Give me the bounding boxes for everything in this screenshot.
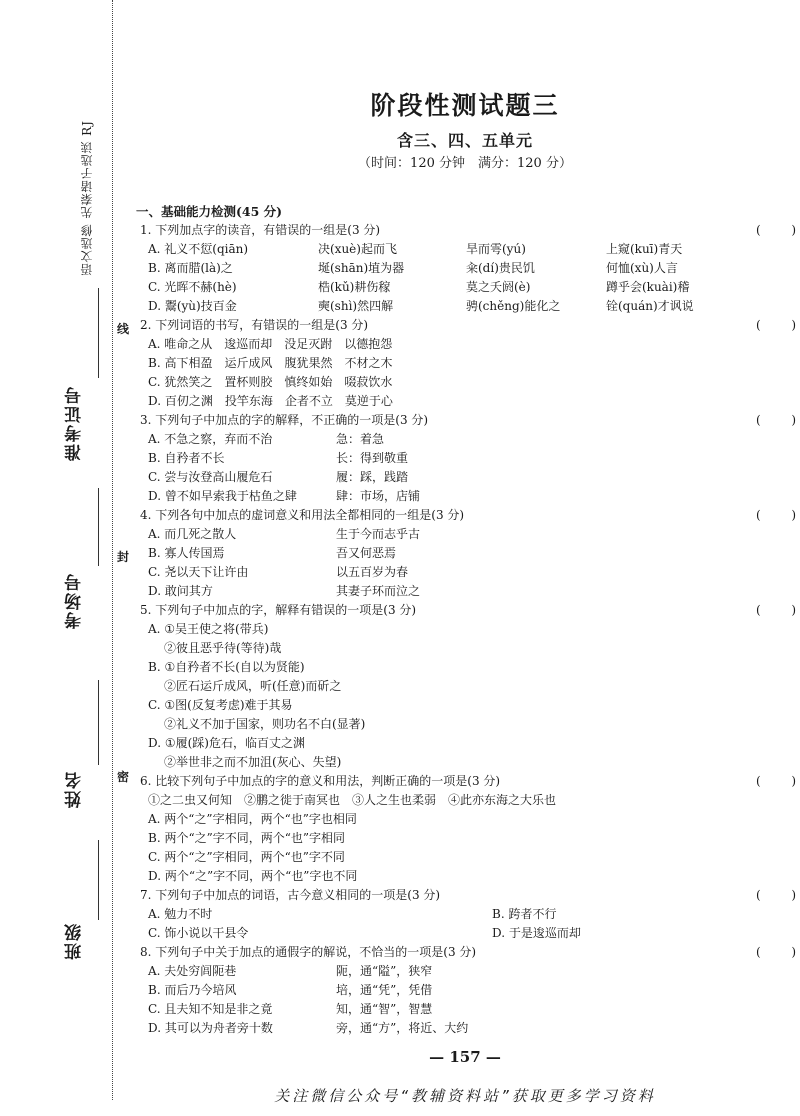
option-a-gloss: 急：着急 <box>336 432 385 446</box>
option-row <box>136 582 796 601</box>
option-a-1: A. ①吴王使之将(带兵) <box>148 622 269 636</box>
name-label: 姓名 <box>65 770 85 808</box>
answer-bracket[interactable]: ( ) <box>756 888 796 902</box>
option-row <box>136 962 796 981</box>
option-row <box>136 487 796 506</box>
question-3-stem: 3. 下列句子中加点的字的解释，不正确的一项是(3 分) <box>140 413 429 427</box>
option-c-1: C. 尧以天下让许由 <box>148 565 249 579</box>
question-stem <box>136 886 796 905</box>
option-d-gloss: 肆：市场，店铺 <box>336 489 421 503</box>
page-title: 阶段性测试题三 <box>370 91 560 120</box>
option-c-1: C. 光晖不赫(hè) <box>148 280 237 294</box>
question-6-sentences: ①之二虫又何知 ②鹏之徙于南冥也 ③人之生也柔弱 ④此亦东海之大乐也 <box>148 793 557 807</box>
option-a-gloss: 阨，通“隘”，狭窄 <box>336 964 433 978</box>
option-c-text: C. 尝与汝登高山履危石 <box>148 470 273 484</box>
option-c-2: 以五百岁为春 <box>336 565 409 579</box>
option-a-1: A. 而几死之散人 <box>148 527 237 541</box>
option-d-gloss: 旁，通“方”，将近、大约 <box>336 1021 469 1035</box>
option-b-gloss: 培，通“凭”，凭借 <box>336 983 433 997</box>
answer-bracket[interactable]: ( ) <box>756 318 796 332</box>
page-number: — 157 — <box>429 1048 501 1066</box>
question-4-stem: 4. 下列各句中加点的虚词意义和用法全都相同的一组是(3 分) <box>140 508 465 522</box>
option-a-3: 旱而雩(yú) <box>466 242 526 256</box>
question-stem <box>136 772 796 791</box>
option-a-4: 上窥(kuī)青天 <box>606 242 683 256</box>
answer-bracket[interactable]: ( ) <box>756 508 796 522</box>
option-c: C. 饰小说以干县令 <box>148 926 249 940</box>
option-c-gloss: 知，通“智”，智慧 <box>336 1002 433 1016</box>
question-stem <box>136 943 796 962</box>
option-b-3: 籴(dí)贵民饥 <box>466 261 535 275</box>
option-c-2: 梏(kǔ)耕伤稼 <box>318 280 391 294</box>
question-1-stem: 1. 下列加点字的读音，有错误的一组是(3 分) <box>140 223 381 237</box>
seal-marker-xian: 线 <box>117 318 129 339</box>
option-b-text: B. 而后乃今培风 <box>148 983 237 997</box>
series-label: 语文选修 先秦诸子选读 RJ <box>80 120 94 276</box>
option-d: D. 两个“之”字不同，两个“也”字也不同 <box>148 869 358 883</box>
option-row <box>136 468 796 487</box>
option-b-2: ②匠石运斤成风，听(任意)而斫之 <box>164 679 342 693</box>
option-d-2: 奭(shì)然四解 <box>318 299 394 313</box>
option-b: B. 跨者不行 <box>492 907 557 921</box>
option-d-2: 其妻子环而泣之 <box>336 584 421 598</box>
question-5-stem: 5. 下列句子中加点的字，解释有错误的一项是(3 分) <box>140 603 417 617</box>
option-d-text: D. 其可以为舟者旁十数 <box>148 1021 273 1035</box>
option-c-text: C. 且夫知不知是非之竟 <box>148 1002 273 1016</box>
admission-number-label: 准考证号 <box>65 385 85 461</box>
option-row <box>136 1000 796 1019</box>
option-b-4: 何恤(xù)人言 <box>606 261 678 275</box>
option-c-2: ②礼义不加于国家，则功名不白(显著) <box>164 717 366 731</box>
seal-marker-feng: 封 <box>117 546 129 567</box>
option-row <box>136 278 796 297</box>
answer-bracket[interactable]: ( ) <box>756 774 796 788</box>
question-stem <box>136 411 796 430</box>
option-d-3: 骋(chěng)能化之 <box>466 299 561 313</box>
option-row <box>136 449 796 468</box>
option-row <box>136 240 796 259</box>
page-subtitle: 含三、四、五单元 <box>396 131 533 150</box>
option-c: C. 两个“之”字相同，两个“也”字不同 <box>148 850 345 864</box>
option-b-1: B. 离而腊(là)之 <box>148 261 233 275</box>
exam-room-label: 考场号 <box>65 572 85 629</box>
exam-content <box>136 202 796 1038</box>
exam-info: （时间：120 分钟 满分：120 分） <box>358 156 572 171</box>
option-d-1: D. 鬻(yù)技百金 <box>148 299 237 313</box>
option-a: A. 两个“之”字相同，两个“也”字也相同 <box>148 812 357 826</box>
answer-bracket[interactable]: ( ) <box>756 945 796 959</box>
option-a-2: 生于今而志乎古 <box>336 527 421 541</box>
question-8-stem: 8. 下列句子中关于加点的通假字的解说，不恰当的一项是(3 分) <box>140 945 477 959</box>
option-row <box>136 563 796 582</box>
option-row <box>136 297 796 316</box>
option-row <box>136 544 796 563</box>
option-c-4: 蹲乎会(kuài)稽 <box>606 280 690 294</box>
section-heading: 一、基础能力检测(45 分) <box>136 204 283 219</box>
option-row <box>136 430 796 449</box>
option-d-2: ②举世非之而不加沮(灰心、失望) <box>164 755 342 769</box>
answer-bracket[interactable]: ( ) <box>756 413 796 427</box>
question-stem <box>136 601 796 620</box>
option-b-gloss: 长：得到敬重 <box>336 451 409 465</box>
answer-bracket[interactable]: ( ) <box>756 223 796 237</box>
option-b-1: B. ①自矜者不长(自以为贤能) <box>148 660 305 674</box>
option-c-gloss: 履：踩，践踏 <box>336 470 409 484</box>
question-stem <box>136 316 796 335</box>
class-blank <box>98 840 99 920</box>
option-d-1: D. ①履(踩)危石，临百丈之渊 <box>148 736 305 750</box>
option-d: D. 百仞之渊 投竿东海 企者不立 莫逆于心 <box>148 394 393 408</box>
option-row <box>136 981 796 1000</box>
class-label: 班级 <box>65 922 85 960</box>
option-a-2: ②彼且恶乎待(等待)哉 <box>164 641 282 655</box>
option-a-text: A. 夫处穷闾阨巷 <box>148 964 237 978</box>
option-a-1: A. 礼义不愆(qiān) <box>148 242 249 256</box>
option-a: A. 唯命之从 逡巡而却 没足灭跗 以德抱怨 <box>148 337 393 351</box>
question-6-stem: 6. 比较下列句子中加点的字的意义和用法，判断正确的一项是(3 分) <box>140 774 501 788</box>
option-row <box>136 525 796 544</box>
option-b-text: B. 自矜者不长 <box>148 451 225 465</box>
exam-room-blank <box>98 488 99 566</box>
question-2-stem: 2. 下列词语的书写，有错误的一组是(3 分) <box>140 318 369 332</box>
option-c-3: 莫之夭阏(è) <box>466 280 531 294</box>
option-d-4: 铨(quán)才讽说 <box>606 299 694 313</box>
option-c: C. 犹然笑之 置杯则胶 慎终如始 啜菽饮水 <box>148 375 393 389</box>
option-a-text: A. 不急之察，弃而不治 <box>148 432 273 446</box>
option-b-2: 吾又何恶焉 <box>336 546 397 560</box>
option-b: B. 高下相盈 运斤成风 腹犹果然 不材之木 <box>148 356 393 370</box>
option-b-2: 埏(shān)埴为器 <box>318 261 405 275</box>
option-row <box>136 924 796 943</box>
option-b: B. 两个“之”字不同，两个“也”字相同 <box>148 831 345 845</box>
question-stem <box>136 221 796 240</box>
option-a-2: 决(xuè)起而飞 <box>318 242 397 256</box>
option-row <box>136 905 796 924</box>
option-a: A. 勉力不时 <box>148 907 213 921</box>
option-d-text: D. 曾不如早索我于枯鱼之肆 <box>148 489 297 503</box>
option-b-1: B. 寡人传国焉 <box>148 546 225 560</box>
question-stem <box>136 506 796 525</box>
option-row <box>136 259 796 278</box>
option-row <box>136 1019 796 1038</box>
admission-number-blank <box>98 288 99 378</box>
seal-marker-mi: 密 <box>117 766 129 787</box>
option-c-1: C. ①图(反复考虑)难于其易 <box>148 698 293 712</box>
answer-bracket[interactable]: ( ) <box>756 603 796 617</box>
name-blank <box>98 680 99 765</box>
footer-note: 关注微信公众号“教辅资料站”获取更多学习资料 <box>274 1087 656 1105</box>
option-d-1: D. 敢问其方 <box>148 584 213 598</box>
question-7-stem: 7. 下列句子中加点的词语，古今意义相同的一项是(3 分) <box>140 888 441 902</box>
option-d: D. 于是逡巡而却 <box>492 926 581 940</box>
